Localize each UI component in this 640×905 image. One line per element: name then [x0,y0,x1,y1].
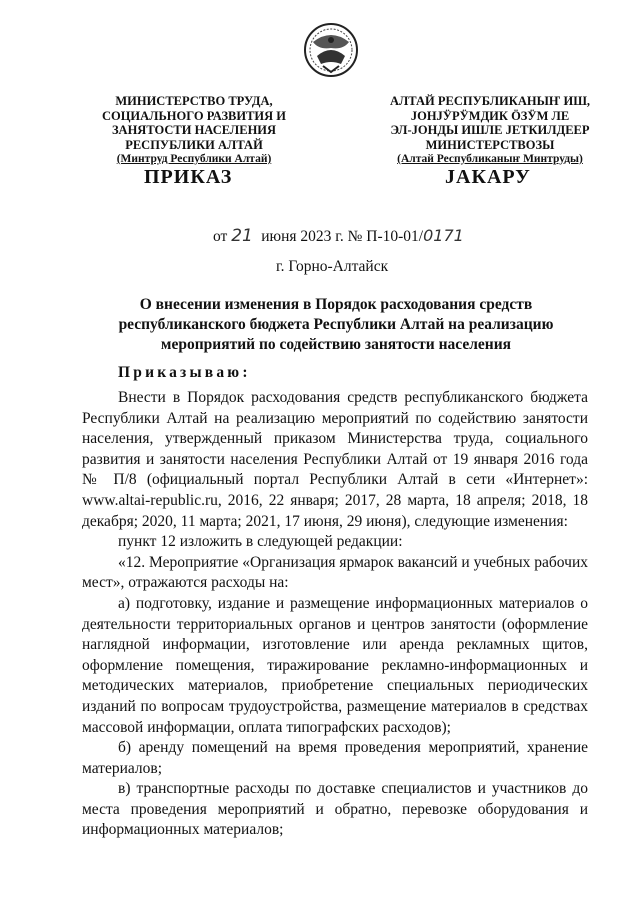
body-paragraph: в) транспортные расходы по доставке специалистов и участников до места проведения мероприятий и обратно, перевозке оборудования и информационных материалов; [82,780,588,839]
body-paragraph: б) аренду помещений на время проведения мероприятий, хранение материалов; [82,739,588,777]
date-middle: июня 2023 г. № П-10-01/ [261,228,424,245]
body-paragraph: пункт 12 изложить в следующей редакции: [118,533,403,551]
handwritten-number: 0171 [423,226,464,245]
document-title: О внесении изменения в Порядок расходования средств республиканского бюджета Республики Алтай на реализацию мероприятий по содействию занятости населения [118,296,554,353]
city: г. Горно-Алтайск [276,258,389,275]
ministry-short-name: (Алтай Республиканыҥ Минтруды) [397,153,583,165]
ministry-name-line: РЕСПУБЛИКИ АЛТАЙ [125,137,263,152]
date-number-line [213,226,464,246]
body-paragraph: а) подготовку, издание и размещение информационных материалов о деятельности территориальных органов и центров занятости (оформление наглядной информации, изготовление или аренда рекламных щитов, оформление помещения, тиражирование рекламно-информационных и методических материалов, приобретение специальных периодических изданий по вопросам трудоустройства, размещение материалов в средствах массовой информации, оплата типографских расходов); [82,594,588,736]
ministry-short-name: (Минтруд Республики Алтай) [116,153,272,165]
ministry-name-line: МИНИСТЕРСТВО ТРУДА, [115,94,273,108]
republic-emblem-icon [303,20,359,82]
body-paragraph: Внести в Порядок расходования средств республиканского бюджета Республики Алтай на реализацию мероприятий по содействию занятости населения, утвержденный приказом Министерства труда, социального развития и занятости населения Республики Алтай от 19 января 2016 года № П/8 (официальный портал Республики Алтай в сети «Интернет»: www.altai-republic.ru, 2016, 22 января; 2017, 28 марта, 18 апреля; 2018, 18 декабря; 2020, 11 марта; 2021, 17 июня, 29 июня), следующие изменения: [82,389,588,530]
handwritten-day: 21 [231,226,253,246]
date-prefix: от [213,228,228,245]
order-word: Приказываю: [118,364,251,381]
doc-type-russian: ПРИКАЗ [144,166,233,188]
ministry-name-line: ЗАНЯТОСТИ НАСЕЛЕНИЯ [111,123,277,137]
doc-type-altai: ЈАКАРУ [445,166,531,188]
ministry-name-line: МИНИСТЕРСТВОЗЫ [425,137,555,152]
ministry-name-line: ЭЛ-ЈОНДЫ ИШЛЕ ЈЕТКИЛДЕЕР [390,123,590,137]
ministry-name-russian [88,94,300,167]
ministry-name-line: СОЦИАЛЬНОГО РАЗВИТИЯ И [101,108,287,123]
document-body [82,388,588,841]
ministry-name-line: АЛТАЙ РЕСПУБЛИКАНЫҤ ИШ, [389,94,591,108]
ministry-name-line: ЈОНЈӰРӰМДИК ÖЗӰМ ЛЕ [410,108,570,123]
ministry-name-altai [384,94,596,167]
body-paragraph: «12. Мероприятие «Организация ярмарок вакансий и учебных рабочих мест», отражаются расходы на: [82,553,588,592]
